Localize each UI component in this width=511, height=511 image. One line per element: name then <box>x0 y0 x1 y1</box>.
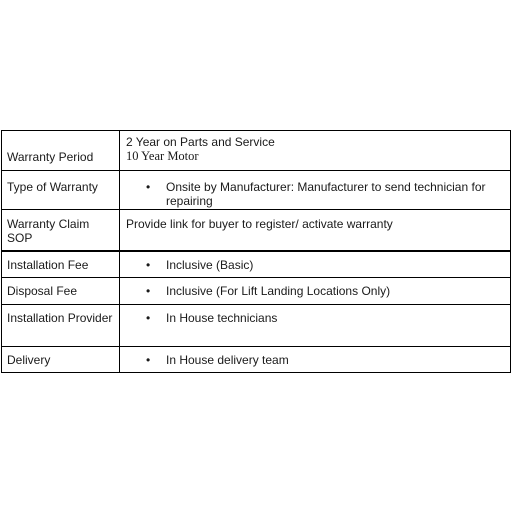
table-row <box>2 305 511 347</box>
row-label-cell <box>2 251 120 278</box>
bullet-item <box>126 258 505 272</box>
table-row <box>2 278 511 305</box>
row-label: Delivery <box>7 353 51 367</box>
bullet-glyph: • <box>146 257 151 272</box>
bullet-text: Onsite by Manufacturer: Manufacturer to send technician for repairing <box>166 180 486 208</box>
row-label-cell <box>2 347 120 373</box>
row-value-cell <box>120 210 511 251</box>
table-row <box>2 210 511 251</box>
row-value-cell <box>120 305 511 347</box>
bullet-item <box>126 311 505 325</box>
bullet-text: Inclusive (For Lift Landing Locations Only) <box>166 284 391 298</box>
bullet-item <box>126 284 505 298</box>
table-row <box>2 347 511 373</box>
table-row <box>2 171 511 210</box>
value-line: 2 Year on Parts and Service <box>126 135 275 149</box>
bullet-glyph: • <box>146 284 151 298</box>
bullet-text: Inclusive (Basic) <box>166 257 254 272</box>
bullet-glyph: • <box>146 180 151 194</box>
row-label: Warranty Period <box>7 150 94 164</box>
row-label: Type of Warranty <box>7 180 98 194</box>
row-value-cell <box>120 131 511 171</box>
table-row <box>2 131 511 171</box>
row-label-cell <box>2 305 120 347</box>
bullet-glyph: • <box>146 311 151 325</box>
bullet-item <box>126 353 505 367</box>
row-value-cell <box>120 278 511 305</box>
bullet-text: In House delivery team <box>166 353 289 367</box>
row-label-cell <box>2 278 120 305</box>
row-value-cell <box>120 347 511 373</box>
row-label: Warranty Claim SOP <box>7 217 90 245</box>
bullet-text: In House technicians <box>166 311 278 325</box>
row-label-cell <box>2 131 120 171</box>
row-value-cell <box>120 171 511 210</box>
value-text: Provide link for buyer to register/ activate warranty <box>126 217 393 231</box>
row-label: Disposal Fee <box>7 284 78 298</box>
table-row <box>2 251 511 278</box>
row-value-cell <box>120 251 511 278</box>
row-label-cell <box>2 210 120 251</box>
row-label: Installation Fee <box>7 257 89 272</box>
value-line: 10 Year Motor <box>126 149 199 163</box>
bullet-item <box>126 180 505 208</box>
row-label: Installation Provider <box>7 311 113 325</box>
row-label-cell <box>2 171 120 210</box>
bullet-glyph: • <box>146 353 151 367</box>
specification-table <box>1 130 511 373</box>
